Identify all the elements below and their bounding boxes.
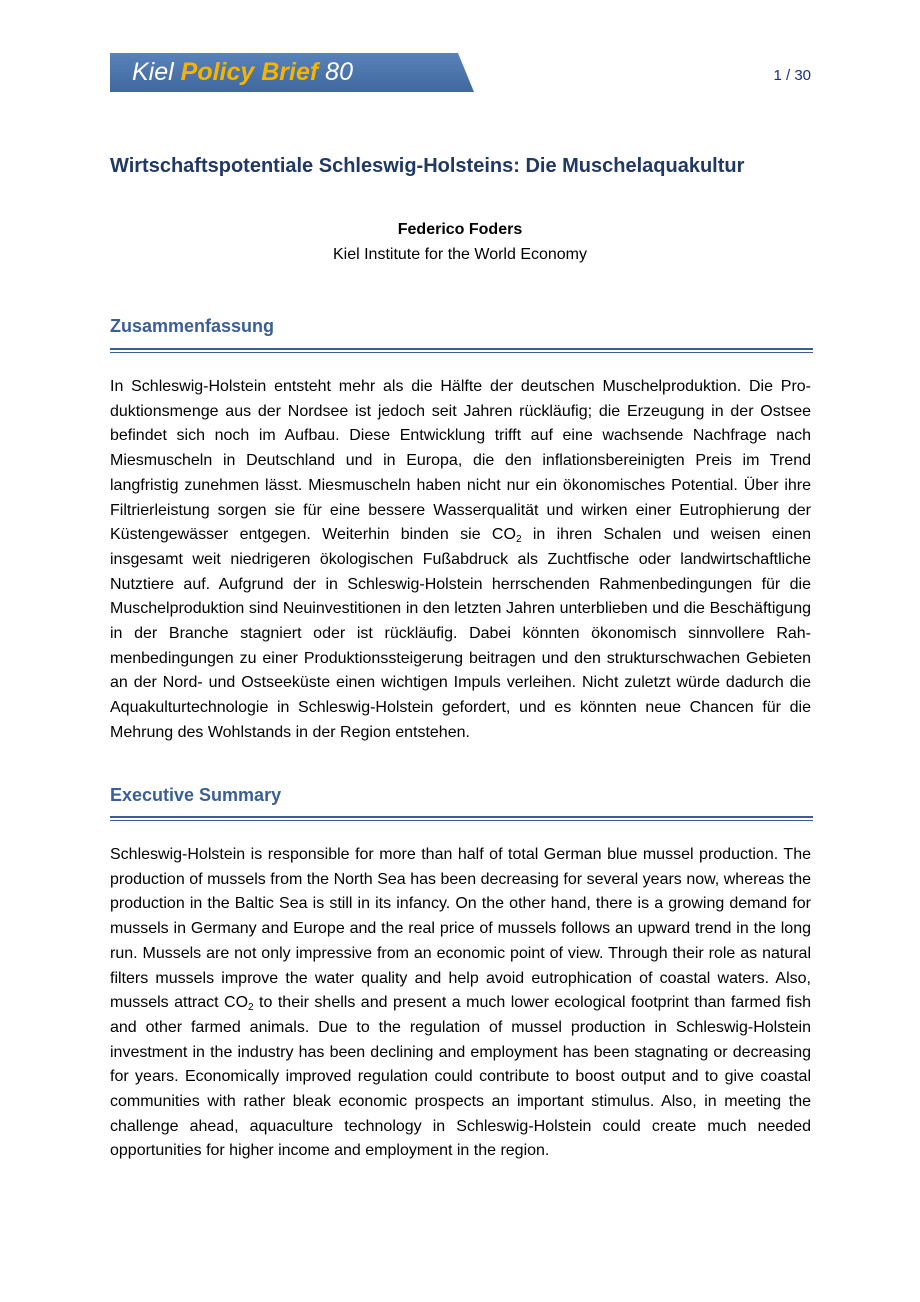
kiel-policy-brief-banner bbox=[110, 53, 474, 92]
section-body-executive-summary: Schleswig-Holstein is responsible for more than half of total German blue mussel production. The production of mussels from the North Sea has been decreasing for several years now, whereas the production in the Baltic Sea is still in its infancy. On the other hand, there is a growing demand for mussels in Germany and Europe and the real price of mussels follows an upward trend in the long run. Mussels are not only impressive from an economic point of view. Through their role as natural filters mussels improve the water quality and help avoid eutrophication of coastal waters. Also, mussels attract $CO_2$ to their shells and present a much lower ecological footprint than farmed fish and other farmed animals. Due to the regulation of mussel production in Schleswig-Holstein investment in the industry has been declining and employment has been stagnating or decreasing for years. Economically improved regulation could contribute to boost output and to give coastal communities with rather bleak economic prospects an important stimulus. Also, in meeting the challenge ahead, aquaculture technology in Schleswig-Holstein could create much needed opportunities for higher income and employment in the region. bbox=[110, 846, 811, 1160]
section-body-zusammenfassung: In Schleswig-Holstein entsteht mehr als die Hälfte der deutschen Muschelproduktion. Die Produktionsmenge aus der Nordsee ist jedoch seit Jahren rückläufig; die Erzeugung in der Ostsee befindet sich noch im Aufbau. Diese Entwicklung trifft auf eine wachsende Nachfrage nach Miesmuscheln in Deutschland und in Europa, die den inflationsbereinigten Preis im Trend langfristig zunehmen lässt. Miesmuscheln haben nicht nur ein ökonomisches Potential. Über ihre Filtrierleistung sorgen sie für eine bessere Wasserqualität und wirken einer Eutrophierung der Küstengewässer entgegen. Weiterhin binden sie $CO_2$ in ihren Schalen und weisen einen insgesamt weit niedrigeren ökologischen Fußabdruck als Zuchtfische oder landwirtschaftliche Nutztiere auf. Aufgrund der in Schleswig-Holstein herrschenden Rahmenbedingungen für die Muschelproduktion sind Neuinvestitionen in den letzten Jahren unterblieben und die Beschäftigung in der Branche stagniert oder ist rückläufig. Dabei könnten ökonomisch sinnvollere Rahmenbedingungen zu einer Produktionssteigerung beitragen und den strukturschwachen Gebieten an der Nord- und Ostseeküste einen wichtigen Impuls verleihen. Nicht zuletzt würde dadurch die Aquakulturtechnologie in Schleswig-Holstein gefordert, und es könnten neue Chancen für die Mehrung des Wohlstands in der Region entstehen. bbox=[110, 378, 812, 741]
section-divider bbox=[110, 816, 813, 821]
document-title: Wirtschaftspotentiale Schleswig-Holsteins: Die Muschelaquakultur bbox=[110, 155, 745, 177]
section-heading-zusammenfassung: Zusammenfassung bbox=[110, 316, 275, 336]
author-affiliation: Kiel Institute for the World Economy bbox=[332, 246, 588, 263]
brand-kiel: Kiel bbox=[132, 58, 174, 86]
author-name: Federico Foders bbox=[397, 221, 523, 238]
brand-number: 80 bbox=[325, 58, 353, 86]
brand-brief: Brief bbox=[261, 58, 319, 86]
section-heading-executive-summary: Executive Summary bbox=[110, 785, 282, 805]
page-indicator: 1 / 30 bbox=[773, 67, 811, 84]
banner-title bbox=[132, 56, 353, 88]
brand-policy: Policy bbox=[180, 58, 255, 86]
section-divider bbox=[110, 348, 813, 353]
